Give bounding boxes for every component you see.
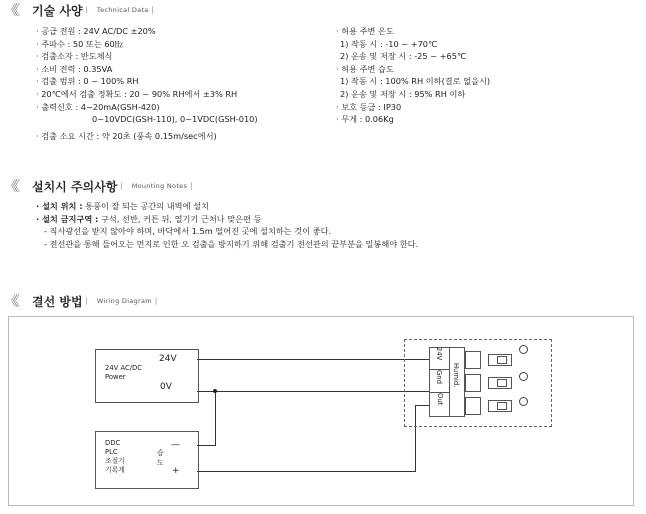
note-item: - 전선관을 통해 들어오는 먼지로 인한 오 검출을 방지하기 위해 검출기 전선관의 끝부분을 밀봉해야 한다.: [44, 238, 419, 249]
spec-item: · 출력신호 : 4~20mA(GSH-420): [36, 101, 160, 112]
note-label: · 설치 금지구역 :: [36, 213, 99, 224]
tech-spec-left: [36, 25, 258, 142]
section-title: 기술 사양: [32, 3, 83, 18]
ddc-label: 조절기: [105, 457, 125, 465]
spec-item: · 20℃에서 검출 정확도 : 20 ~ 90% RH에서 ±3% RH: [36, 88, 238, 99]
mounting-hole-icon: [519, 397, 528, 406]
spec-item: · 검출소자 : 반도체식: [36, 51, 113, 62]
humid-label: Humid.: [452, 363, 460, 388]
terminal-24v-label: 24V: [435, 347, 443, 361]
ddc-humidity-label: 도: [157, 459, 164, 467]
section-header-tech: [4, 2, 157, 18]
note-item: [36, 200, 418, 213]
double-chevron-icon: 《《: [4, 3, 15, 19]
spec-item: 1) 작동 시 : -10 ~ +70℃: [340, 38, 438, 49]
wire-0v: [197, 391, 437, 392]
ddc-humidity-label: 습: [157, 449, 164, 457]
terminal-gnd-label: Gnd: [435, 370, 443, 384]
wire-24v: [197, 359, 437, 360]
section-title: 설치시 주의사항: [32, 179, 118, 194]
screw-terminal-inner: [497, 402, 507, 410]
screw-terminal: [465, 351, 481, 369]
wire-ddc-minus: [197, 445, 216, 446]
spec-item: · 소비 전력 : 0.35VA: [36, 63, 113, 74]
spec-item: · 보호 등급 : IP30: [336, 101, 402, 112]
power-24v-label: 24V: [159, 354, 177, 364]
wire-0v-down: [215, 391, 216, 445]
screw-terminal: [465, 397, 481, 415]
section-subtitle: Technical Data: [96, 6, 149, 14]
section-header-wiring: [4, 293, 160, 309]
wire-ddc-plus: [197, 471, 416, 472]
divider: |: [85, 6, 88, 14]
divider: |: [154, 297, 158, 305]
spec-item: 2) 운송 및 저장 시 : -25 ~ +65℃: [340, 51, 467, 62]
ddc-label: DDC: [105, 439, 121, 447]
spec-item: · 공급 전원 : 24V AC/DC ±20%: [36, 26, 156, 36]
mounting-hole-icon: [519, 345, 528, 354]
power-supply-label: 24V AC/DC: [105, 364, 143, 372]
ddc-minus-label: —: [171, 440, 180, 450]
wire-junction: [213, 389, 217, 393]
spec-item: · 검출 소요 시간 : 약 20초 (풍속 0.15m/sec에서): [36, 130, 217, 141]
ddc-label: 기록계: [105, 466, 125, 474]
ddc-label: PLC: [105, 448, 118, 456]
spec-item: · 허용 주변 습도: [336, 63, 394, 74]
section-header-mount: [4, 178, 196, 194]
spec-item: · 주파수 : 50 또는 60㎐: [36, 38, 123, 49]
spec-item: 1) 작동 시 : 100% RH 이하(결로 없을시): [340, 76, 491, 87]
divider: |: [190, 182, 193, 190]
terminal-out-label: Out: [436, 393, 444, 406]
note-item: [36, 213, 418, 226]
power-supply-label: Power: [105, 373, 126, 381]
section-subtitle: Mounting Notes: [131, 182, 188, 190]
mounting-hole-icon: [519, 372, 528, 381]
divider: |: [151, 6, 154, 14]
note-label: · 설치 위치 :: [36, 201, 83, 211]
power-0v-label: 0V: [160, 382, 172, 392]
mounting-notes: [36, 200, 418, 250]
section-subtitle: Wiring Diagram: [96, 297, 152, 305]
spec-item: · 허용 주변 온도: [336, 26, 394, 36]
wiring-diagram: [8, 316, 634, 506]
screw-terminal: [465, 374, 481, 392]
note-text: 통풍이 잘 되는 공간의 내벽에 설치: [82, 201, 209, 211]
screw-terminal-inner: [497, 379, 507, 387]
spec-item: · 검출 범위 : 0 ~ 100% RH: [36, 76, 139, 87]
note-text: 구석, 선반, 커튼 뒤, 열기기 근처나 맞은편 등: [98, 213, 262, 224]
screw-terminal-inner: [497, 356, 507, 364]
divider: |: [120, 182, 123, 190]
spec-item: · 무게 : 0.06Kg: [336, 114, 394, 125]
tech-spec-right: [336, 25, 490, 126]
divider: |: [85, 297, 88, 305]
note-item: - 직사광선을 받지 않아야 하며, 바닥에서 1.5m 떨어진 곳에 설치하는 것이 좋다.: [44, 226, 332, 237]
section-title: 결선 방법: [32, 294, 83, 309]
ddc-plus-label: +: [172, 466, 180, 476]
spec-item: 2) 운송 및 저장 시 : 95% RH 이하: [340, 88, 466, 99]
double-chevron-icon: 《《: [4, 179, 15, 195]
spec-item: 0~10VDC(GSH-110), 0~1VDC(GSH-010): [92, 114, 258, 125]
double-chevron-icon: 《《: [4, 294, 15, 310]
